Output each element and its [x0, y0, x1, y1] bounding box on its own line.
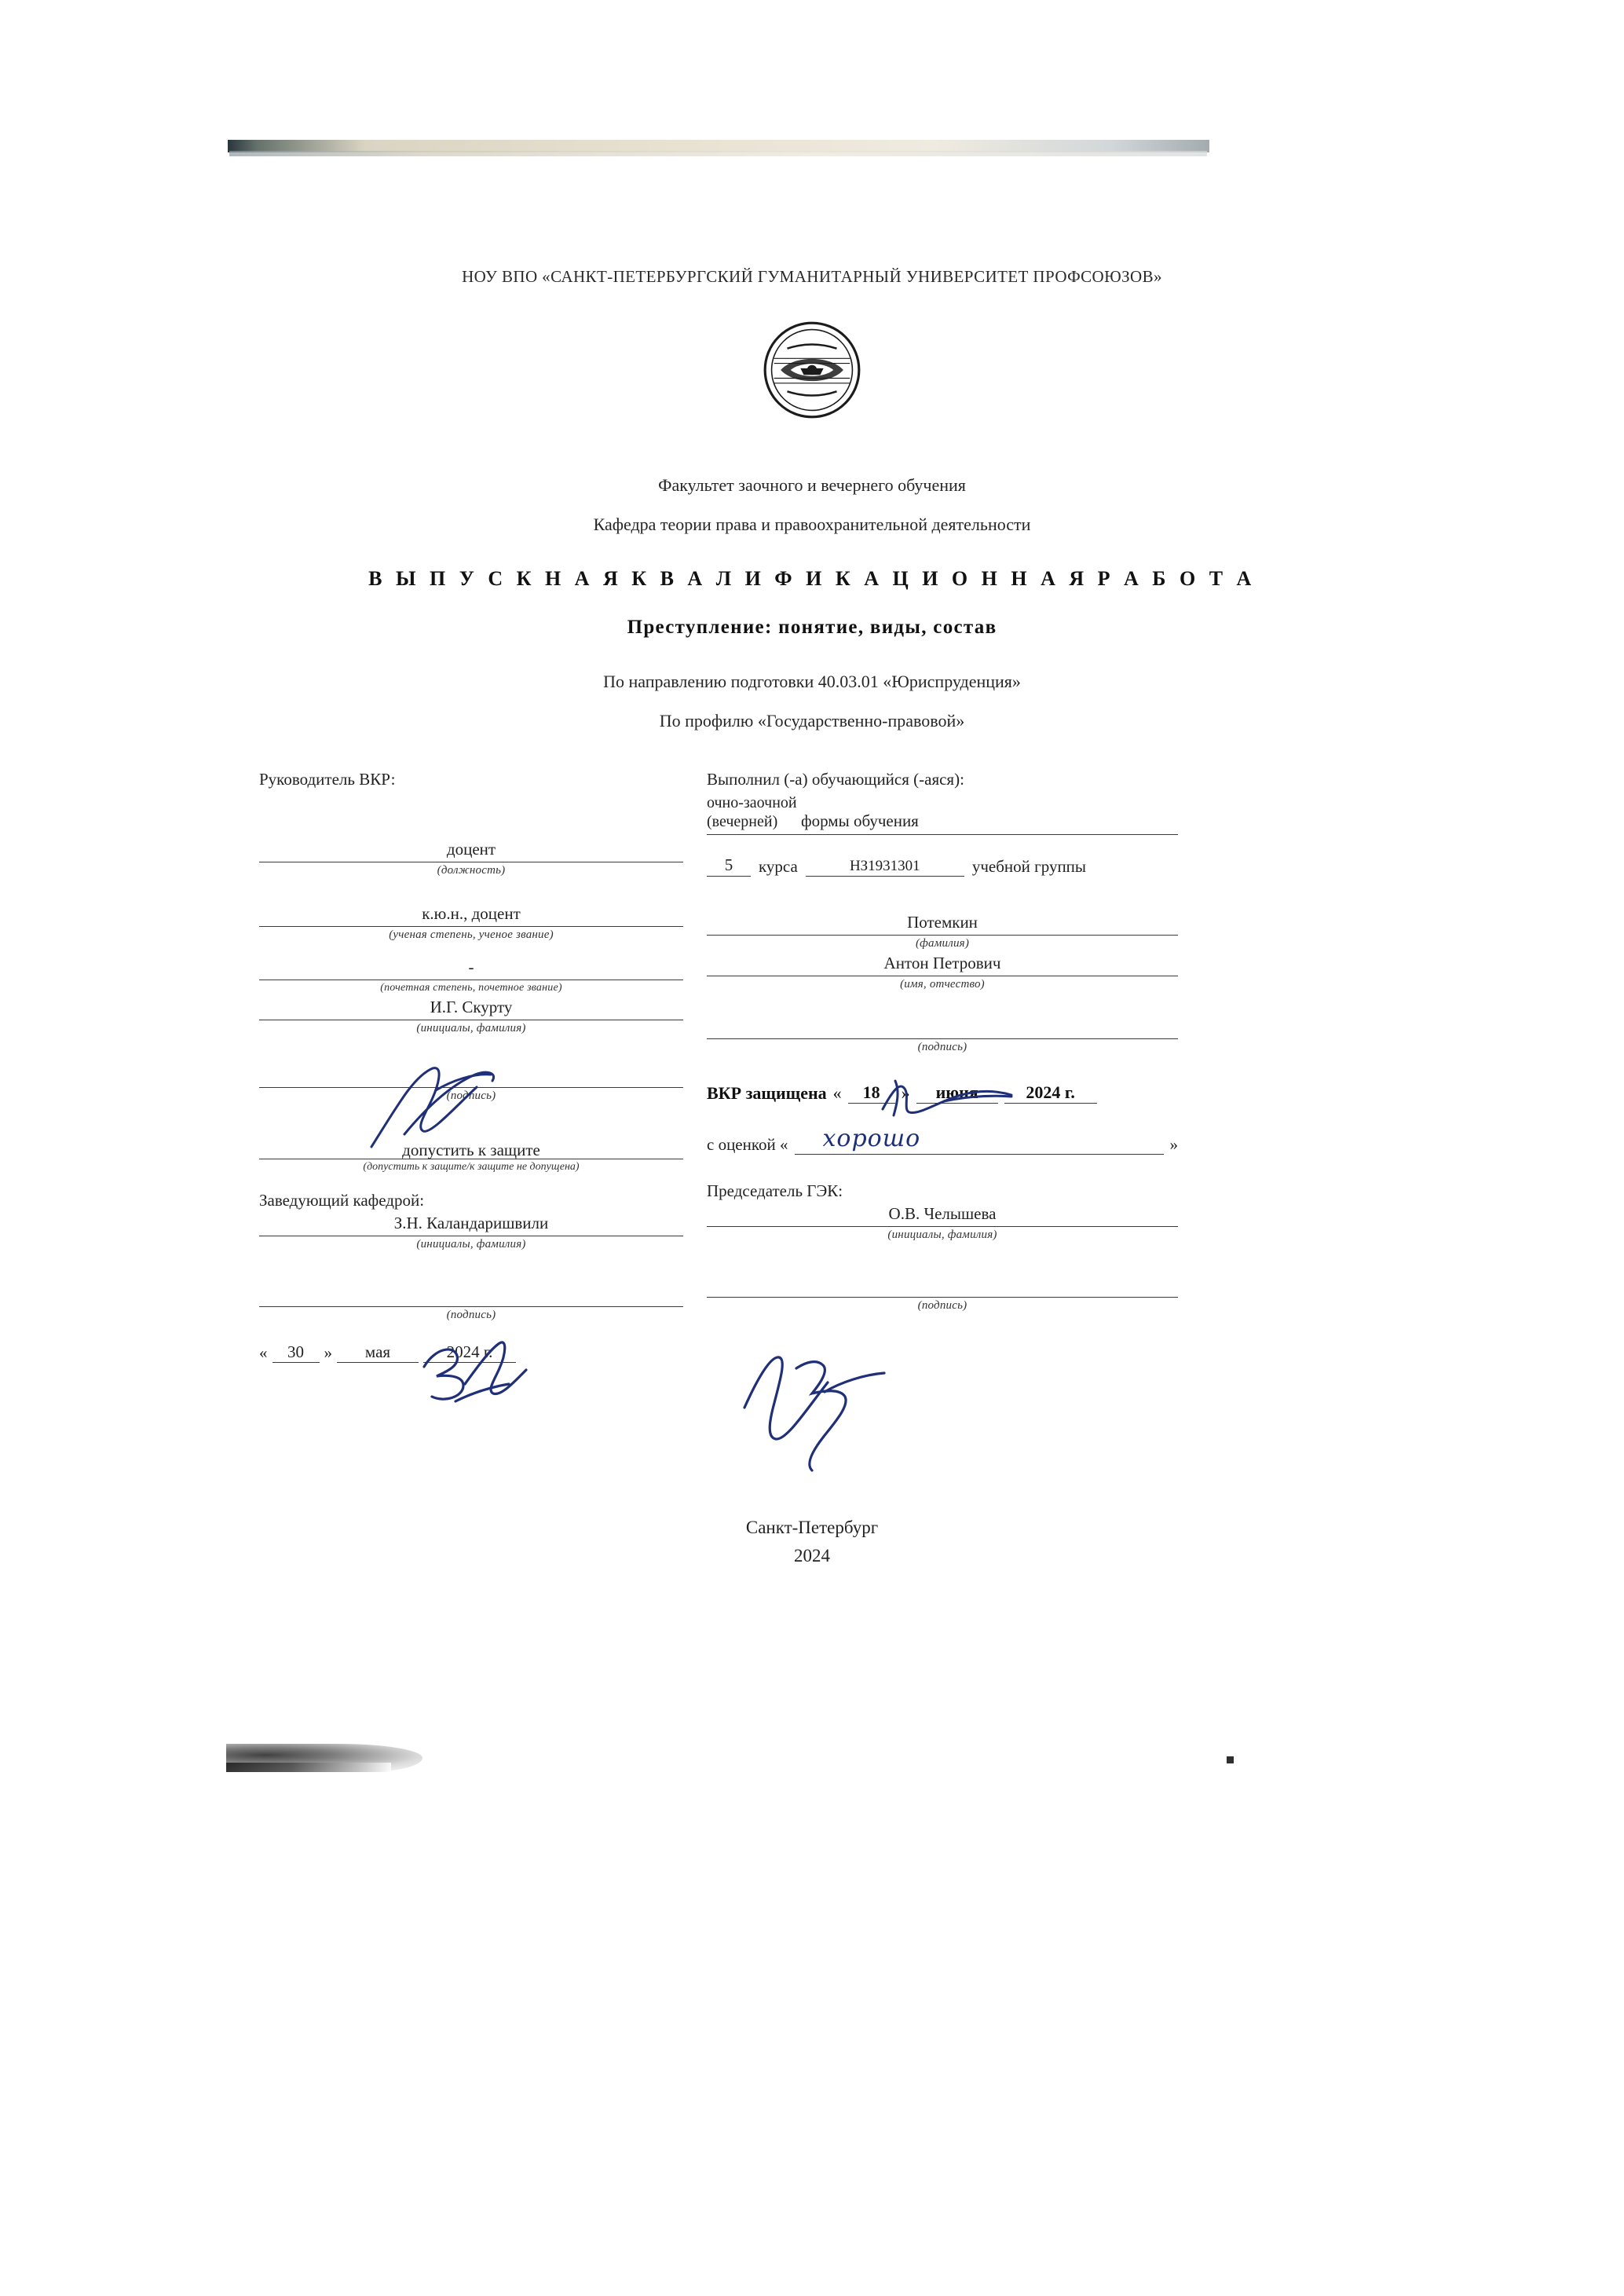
defense-quote-close: »: [901, 1083, 910, 1104]
head-of-department-signature-row: [259, 1306, 683, 1322]
head-of-department-signature-rule: [259, 1306, 683, 1307]
university-emblem-icon: [763, 320, 861, 419]
footer-year: 2024: [794, 1546, 830, 1565]
head-of-department-date-row: [259, 1342, 683, 1363]
supervisor-signature-caption: (подпись): [446, 1089, 496, 1102]
defense-day-value: 18: [848, 1082, 895, 1104]
date-quote-open: «: [259, 1343, 268, 1362]
chair-signature-mark: [730, 1345, 935, 1478]
program-profile: По профилю «Государственно-правовой»: [659, 711, 965, 731]
head-of-department-heading: Заведующий кафедрой:: [259, 1191, 425, 1210]
student-heading: Выполнил (-а) обучающийся (-аяся):: [707, 770, 964, 789]
commission-chair-signature-row: [707, 1297, 1178, 1313]
commission-chair-signature-caption: (подпись): [917, 1299, 967, 1313]
student-signature-row: [707, 1038, 1178, 1054]
head-of-department-name-caption: (инициалы, фамилия): [416, 1238, 526, 1251]
date-quote-close: »: [324, 1343, 332, 1362]
commission-chair-name-row: [707, 1204, 1178, 1242]
supervisor-position-value: доцент: [446, 840, 496, 859]
date-month-value: мая: [337, 1342, 419, 1363]
student-surname-caption: (фамилия): [915, 937, 970, 950]
supervisor-honorary-value: -: [468, 958, 474, 976]
commission-chair-name-value: О.В. Челышева: [888, 1204, 997, 1224]
commission-chair-heading: Председатель ГЭК:: [707, 1181, 843, 1201]
commission-chair-name-rule: [707, 1226, 1178, 1227]
grade-value: хорошо: [822, 1125, 921, 1153]
supervisor-honorary-row: [259, 958, 683, 994]
date-day-value: 30: [272, 1342, 320, 1363]
university-name: НОУ ВПО «САНКТ-ПЕТЕРБУРГСКИЙ ГУМАНИТАРНЫЙ УНИВЕРСИТЕТ ПРОФСОЮЗОВ»: [462, 267, 1162, 286]
department-name: Кафедра теории права и правоохранительной деятельности: [593, 514, 1031, 534]
supervisor-degree-row: [259, 904, 683, 942]
supervisor-degree-value: к.ю.н., доцент: [422, 904, 521, 923]
supervisor-name-row: [259, 998, 683, 1035]
student-firstname-row: [707, 954, 1178, 991]
defense-year-value: 2024 г.: [1004, 1082, 1097, 1104]
supervisor-degree-caption: (ученая степень, ученое звание): [389, 928, 554, 941]
student-surname-row: [707, 913, 1178, 950]
grade-label: с оценкой «: [707, 1135, 788, 1155]
grade-row: [707, 1127, 1178, 1155]
supervisor-honorary-caption: (почетная степень, почетное звание): [380, 982, 562, 994]
commission-chair-signature-rule: [707, 1297, 1178, 1298]
scan-edge-artifact-bottom-secondary: [226, 1763, 391, 1772]
supervisor-degree-rule: [259, 926, 683, 927]
commission-chair-name-caption: (инициалы, фамилия): [887, 1229, 997, 1242]
group-label: учебной группы: [971, 857, 1087, 877]
group-value: НЗ1931301: [806, 858, 964, 877]
student-signature-caption: (подпись): [917, 1041, 967, 1054]
program-direction: По направлению подготовки 40.03.01 «Юриспруденция»: [603, 672, 1021, 691]
document-type-title: В Ы П У С К Н А Я К В А Л И Ф И К А Ц И О Н Н А Я Р А Б О Т А: [368, 567, 1256, 590]
supervisor-signature-row: [259, 1087, 683, 1103]
student-surname-value: Потемкин: [907, 913, 978, 932]
supervisor-name-caption: (инициалы, фамилия): [416, 1022, 526, 1034]
faculty-name: Факультет заочного и вечернего обучения: [658, 475, 966, 495]
defense-date-row: [707, 1082, 1178, 1104]
student-block: [707, 770, 1178, 1313]
work-theme: Преступление: понятие, виды, состав: [627, 617, 997, 638]
city: Санкт-Петербург: [745, 1518, 879, 1537]
date-year-value: 2024 г.: [423, 1342, 516, 1363]
study-form-right-label: формы обучения: [801, 811, 919, 831]
grade-line: [795, 1127, 1164, 1155]
supervisor-name-value: И.Г. Скурту: [430, 998, 513, 1016]
supervisor-block: [259, 770, 683, 1363]
student-signature-rule: [707, 1038, 1178, 1039]
supervisor-position-caption: (должность): [437, 864, 506, 877]
study-form-left-value: очно-заочной (вечерней): [707, 794, 797, 830]
supervisor-position-row: [259, 840, 683, 877]
student-surname-rule: [707, 935, 1178, 936]
supervisor-signature-rule: [259, 1087, 683, 1088]
defense-month-value: июня: [916, 1082, 998, 1104]
study-form-row: [707, 794, 1178, 831]
course-label: курса: [759, 857, 798, 877]
admit-caption: (допустить к защите/к защите не допущена): [259, 1159, 683, 1174]
head-of-department-name-value: З.Н. Каландаришвили: [393, 1214, 549, 1232]
student-firstname-value: Антон Петрович: [883, 954, 1001, 973]
course-number-value: 5: [707, 855, 751, 877]
scan-speck-artifact: [1227, 1756, 1234, 1763]
grade-quote-close: »: [1169, 1135, 1178, 1155]
supervisor-heading: Руководитель ВКР:: [259, 770, 396, 789]
defense-label: ВКР защищена: [707, 1083, 827, 1104]
head-of-department-name-row: [259, 1214, 683, 1251]
study-form-rule: [707, 834, 1178, 835]
course-group-row: [707, 855, 1178, 877]
admit-value: допустить к защите: [402, 1141, 540, 1159]
defense-quote-open: «: [832, 1083, 842, 1104]
head-of-department-signature-caption: (подпись): [446, 1309, 496, 1321]
student-firstname-caption: (имя, отчество): [900, 978, 985, 991]
